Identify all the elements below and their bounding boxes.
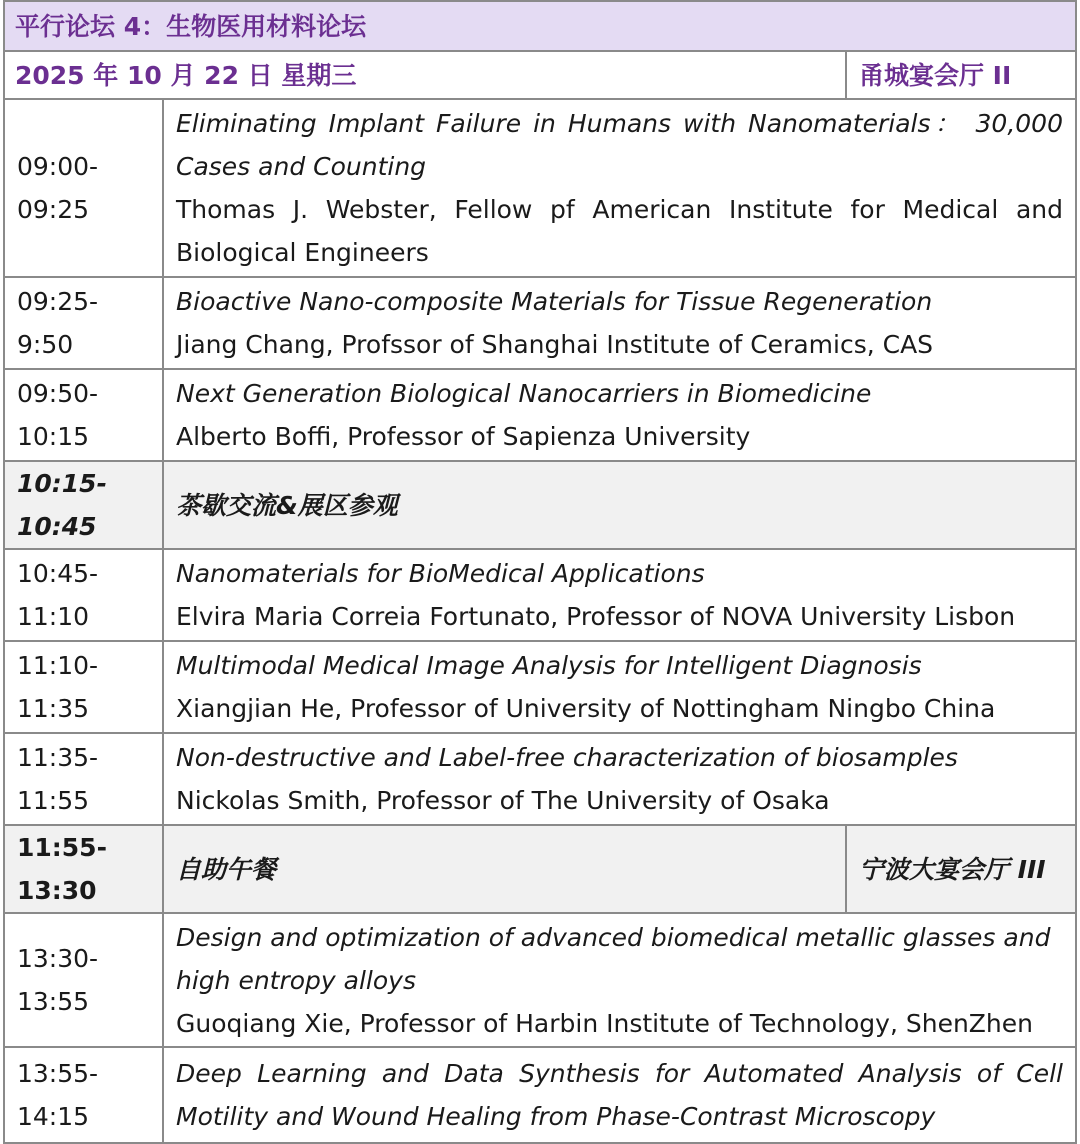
session-row	[4, 549, 1076, 641]
session-time: 10:45-11:10	[4, 549, 163, 641]
session-time: 09:50-10:15	[4, 369, 163, 461]
lunch-room: 宁波大宴会厅 III	[846, 825, 1076, 913]
session-title: Deep Learning and Data Synthesis for Automated Analysis of Cell Motility and Wound Healing from Phase-Contrast Microscopy	[176, 1059, 1063, 1131]
session-title: Next Generation Biological Nanocarriers in Biomedicine	[176, 379, 872, 408]
session-content	[163, 1047, 1076, 1143]
tea-break-time: 10:15-10:45	[4, 461, 163, 549]
lunch-row	[4, 825, 1076, 913]
session-speaker: Xiangjian He, Professor of University of Nottingham Ningbo China	[176, 694, 996, 723]
agenda	[3, 0, 1077, 1131]
session-content	[163, 641, 1076, 733]
session-speaker: Alberto Boffi, Professor of Sapienza University	[176, 422, 751, 451]
agenda-table	[3, 0, 1077, 1144]
session-row	[4, 913, 1076, 1047]
session-content	[163, 99, 1076, 277]
session-row	[4, 733, 1076, 825]
session-row	[4, 641, 1076, 733]
forum-header-row	[4, 1, 1076, 51]
session-speaker: Nickolas Smith, Professor of The University of Osaka	[176, 786, 830, 815]
session-time: 11:10-11:35	[4, 641, 163, 733]
session-speaker: Elvira Maria Correia Fortunato, Professor of NOVA University Lisbon	[176, 602, 1016, 631]
session-speaker: Thomas J. Webster, Fellow pf American Institute for Medical and Biological Engineers	[176, 195, 1063, 267]
session-speaker: Jiang Chang, Profssor of Shanghai Institute of Ceramics, CAS	[176, 330, 934, 359]
session-time: 09:00-09:25	[4, 99, 163, 277]
room-label: 甬城宴会厅 II	[846, 51, 1076, 99]
date-row	[4, 51, 1076, 99]
session-speaker: Guoqiang Xie, Professor of Harbin Institute of Technology, ShenZhen	[176, 1008, 1033, 1038]
session-title: Nanomaterials for BioMedical Applications	[176, 559, 705, 588]
session-row	[4, 277, 1076, 369]
session-time: 09:25-9:50	[4, 277, 163, 369]
lunch-label: 自助午餐	[163, 825, 846, 913]
session-time: 13:55-14:15	[4, 1047, 163, 1143]
session-row	[4, 369, 1076, 461]
session-row	[4, 1047, 1076, 1143]
session-title: Multimodal Medical Image Analysis for Intelligent Diagnosis	[176, 651, 922, 680]
session-content	[163, 913, 1076, 1047]
session-title: Non-destructive and Label-free characterization of biosamples	[176, 743, 958, 772]
session-title: Bioactive Nano-composite Materials for Tissue Regeneration	[176, 287, 933, 316]
forum-title: 平行论坛 4：生物医用材料论坛	[4, 1, 1076, 51]
session-title: Eliminating Implant Failure in Humans with Nanomaterials： 30,000 Cases and Counting	[176, 109, 1063, 181]
session-content	[163, 549, 1076, 641]
lunch-time: 11:55-13:30	[4, 825, 163, 913]
tea-break-row	[4, 461, 1076, 549]
session-time: 11:35-11:55	[4, 733, 163, 825]
session-content	[163, 733, 1076, 825]
date-label: 2025 年 10 月 22 日 星期三	[4, 51, 846, 99]
session-content	[163, 277, 1076, 369]
session-title: Design and optimization of advanced biomedical metallic glasses and high entropy alloys	[176, 922, 1051, 995]
session-row	[4, 99, 1076, 277]
tea-break-label: 茶歇交流&展区参观	[163, 461, 1076, 549]
session-time: 13:30-13:55	[4, 913, 163, 1047]
session-content	[163, 369, 1076, 461]
